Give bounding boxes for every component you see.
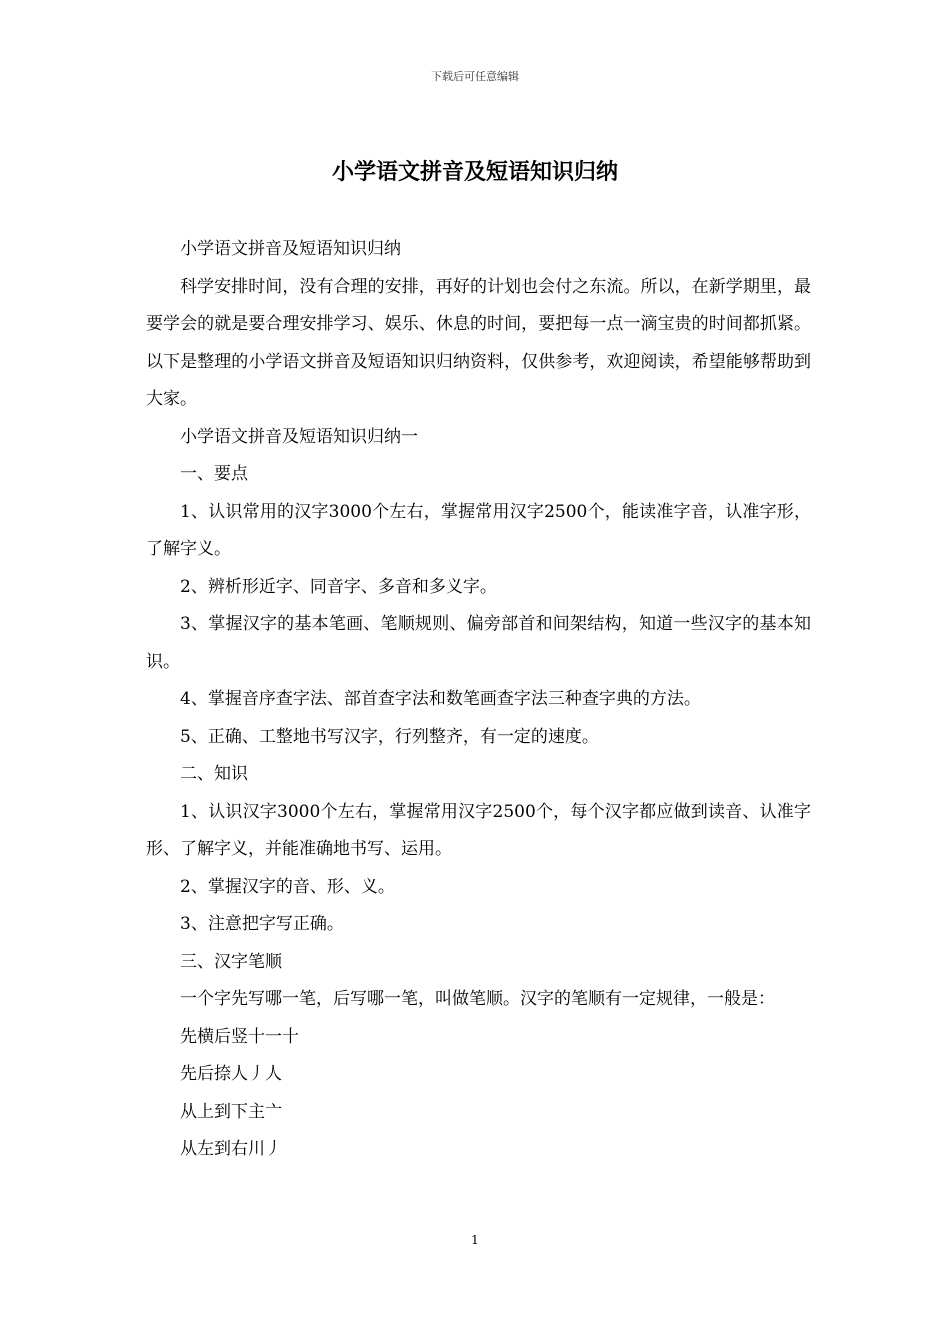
stroke-rule: 先后捺人丿人 (180, 1064, 282, 1084)
stroke-rule: 从上到下主亠 (180, 1101, 282, 1122)
list-item: 3、注意把字写正确。 (180, 914, 344, 934)
list-item: 2、掌握汉字的音、形、义。 (180, 876, 395, 897)
stroke-rule: 先横后竖十一十 (180, 1026, 299, 1047)
list-item: 4、掌握音序查字法、部首查字法和数笔画查字法三种查字典的方法。 (180, 689, 701, 709)
heading-knowledge: 二、知识 (180, 764, 248, 784)
list-item: 3、掌握汉字的基本笔画、笔顺规则、偏旁部首和间架结构，知道一些汉字的基本知识。 (146, 614, 811, 672)
list-item: 1、认识汉字3000个左右，掌握常用汉字2500个，每个汉字都应做到读音、认准字形、了解字义，并能准确地书写、运用。 (146, 801, 811, 859)
paragraph-section-title: 小学语文拼音及短语知识归纳一 (180, 426, 418, 447)
header-note: 下载后可任意编辑 (431, 70, 519, 83)
page-number: 1 (471, 1233, 479, 1247)
list-item: 5、正确、工整地书写汉字，行列整齐，有一定的速度。 (180, 726, 599, 747)
paragraph-intro-heading: 小学语文拼音及短语知识归纳 (180, 239, 401, 259)
list-item: 2、辨析形近字、同音字、多音和多义字。 (180, 576, 497, 597)
list-item: 1、认识常用的汉字3000个左右，掌握常用汉字2500个，能读准字音，认准字形，了解字义。 (146, 501, 811, 559)
heading-key-points: 一、要点 (180, 464, 248, 484)
heading-stroke-order: 三、汉字笔顺 (180, 951, 282, 972)
paragraph-stroke-order: 一个字先写哪一笔，后写哪一笔，叫做笔顺。汉字的笔顺有一定规律，一般是： (180, 989, 775, 1009)
paragraph-intro: 科学安排时间，没有合理的安排，再好的计划也会付之东流。所以，在新学期里，最要学会的就是要合理安排学习、娱乐、休息的时间，要把每一点一滴宝贵的时间都抓紧。以下是整理的小学语文拼音及短语知识归纳资料，仅供参考，欢迎阅读，希望能够帮助到大家。 (146, 276, 811, 409)
document-title: 小学语文拼音及短语知识归纳 (331, 159, 618, 185)
stroke-rule: 从左到右川丿 (180, 1139, 282, 1159)
document-body (146, 231, 811, 1169)
